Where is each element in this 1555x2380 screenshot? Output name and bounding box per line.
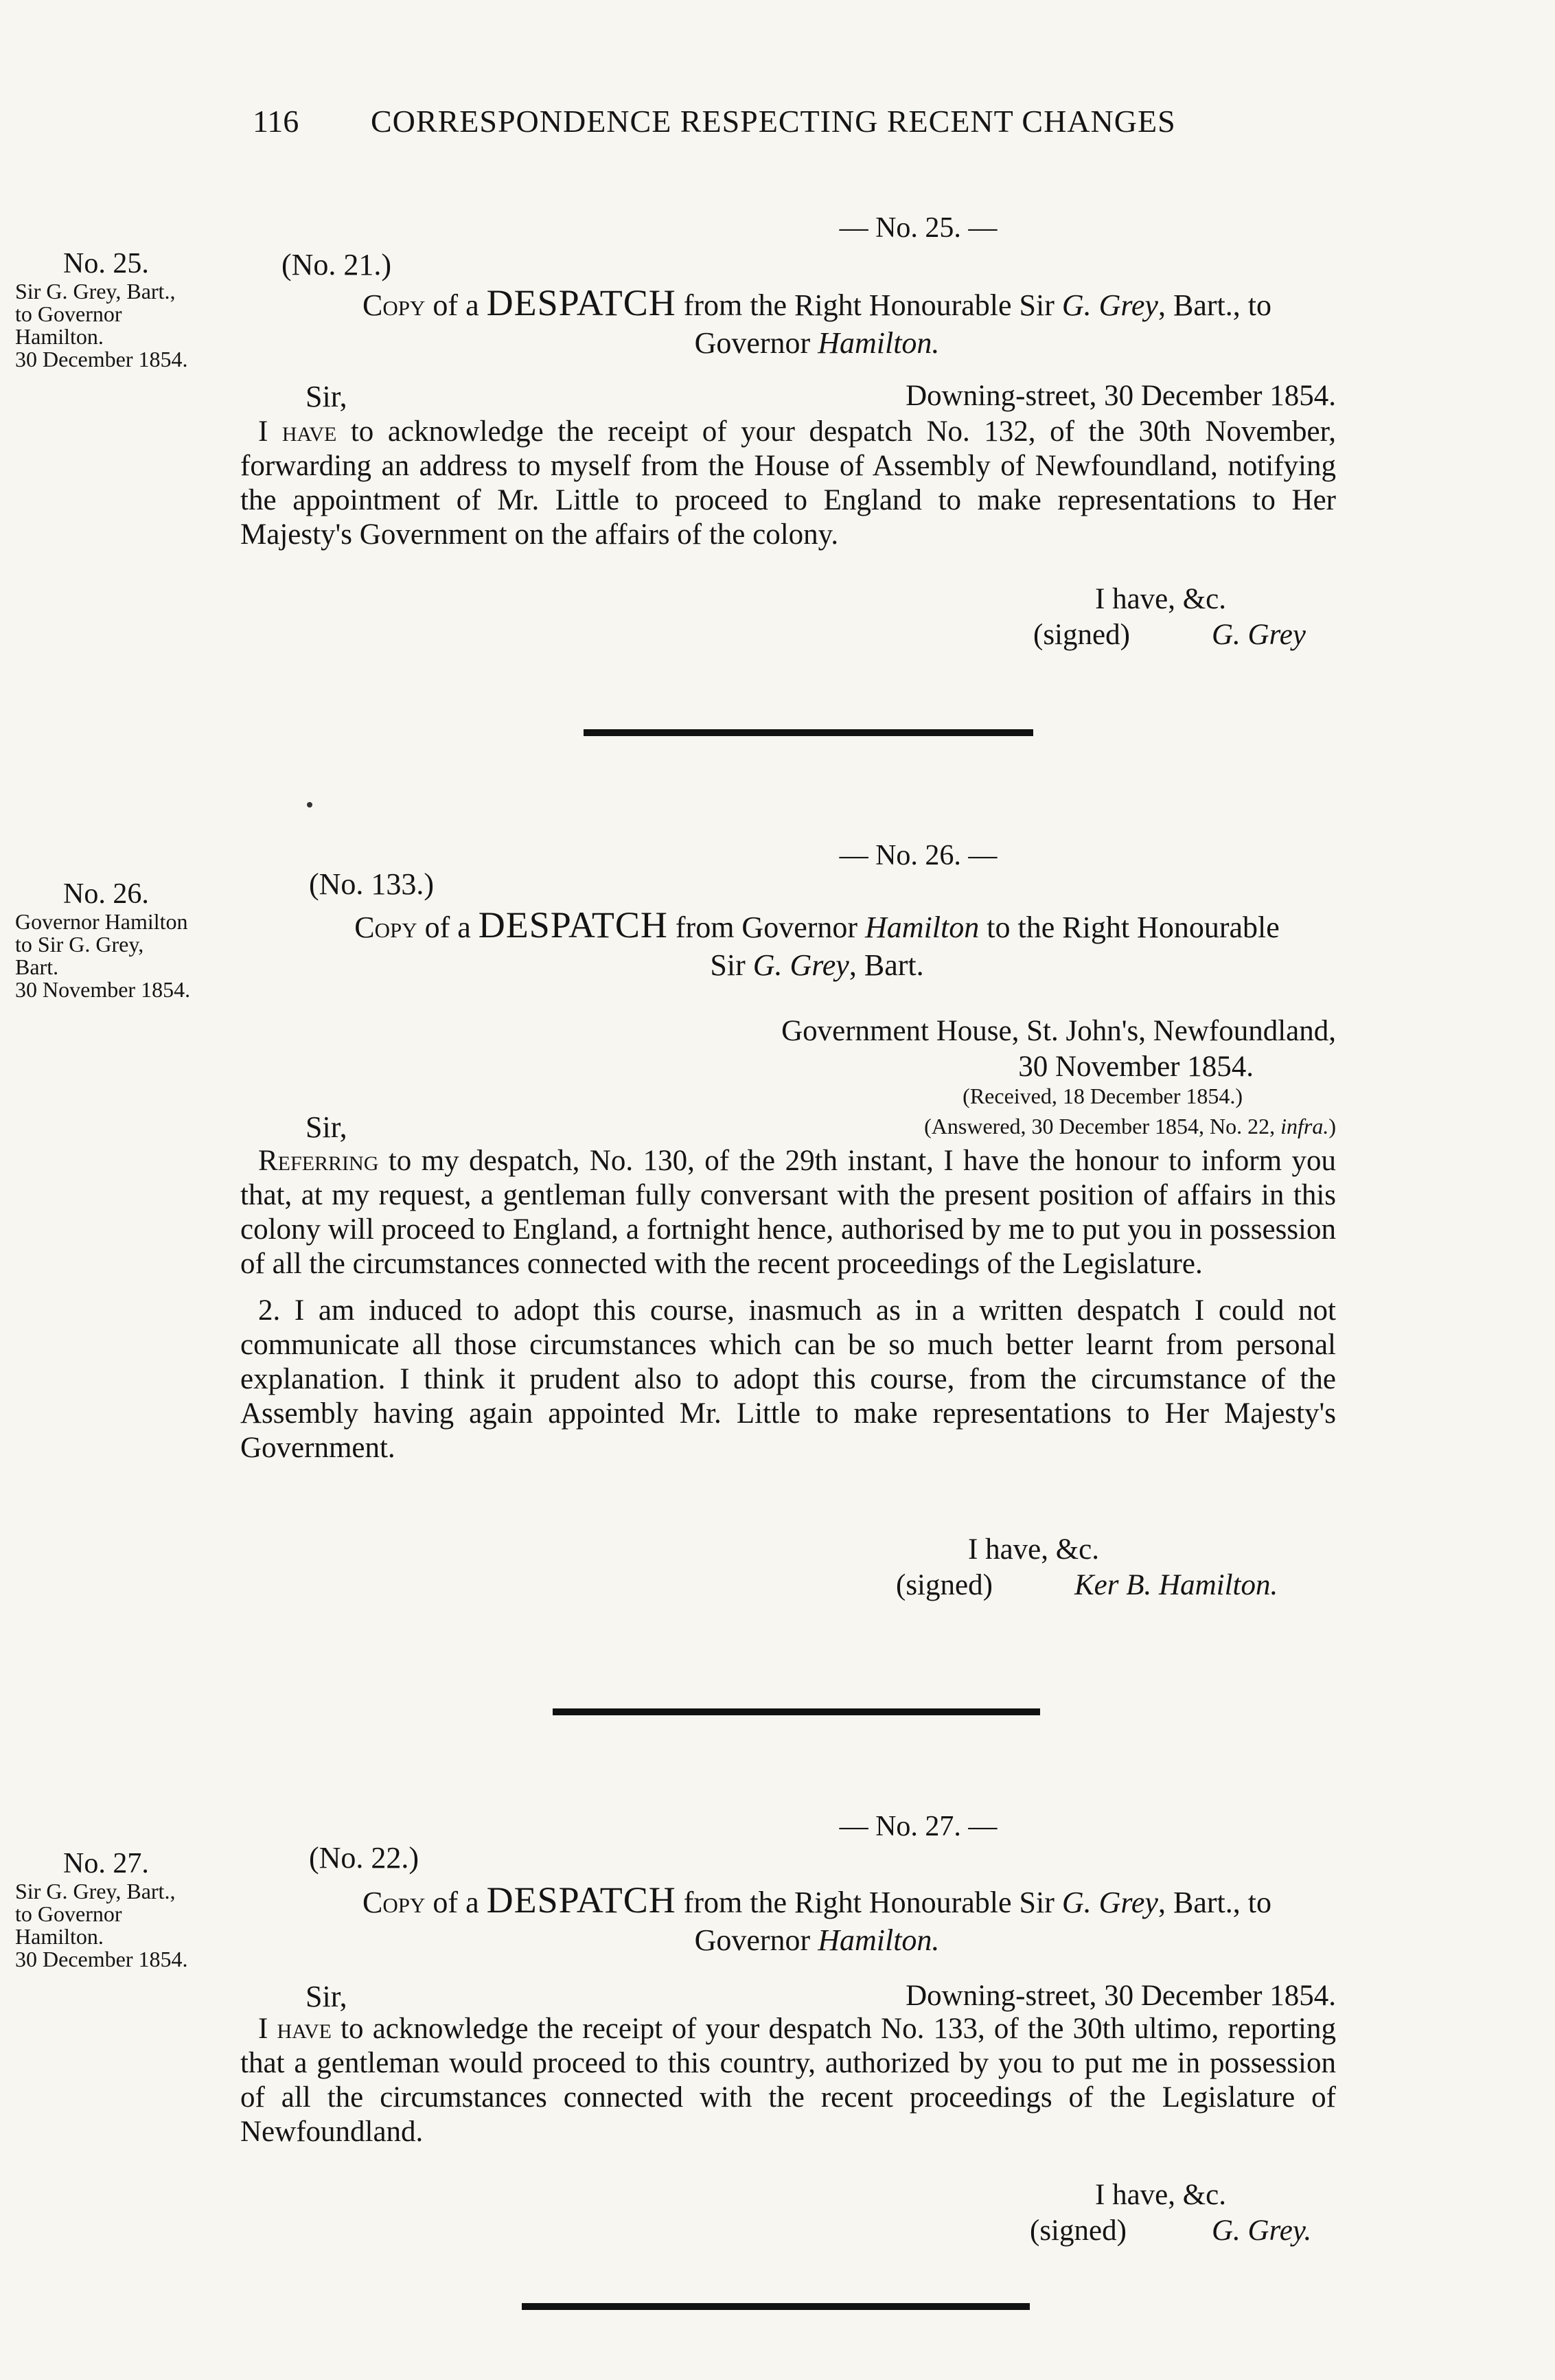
lead-word: I have bbox=[258, 2013, 332, 2045]
despatch-title: Copy of a DESPATCH from the Right Honourable Sir G. Grey, Bart., to Governor Hamilton. bbox=[362, 1879, 1271, 1957]
marginal-note-27 bbox=[15, 1847, 242, 1971]
date: 30 November 1854. bbox=[1018, 1051, 1254, 1083]
salutation: Sir, bbox=[306, 1110, 347, 1144]
ink-speck bbox=[307, 802, 312, 808]
signed-label: (signed) bbox=[896, 1569, 993, 1601]
page-number: 116 bbox=[253, 104, 299, 139]
place-date: Downing-street, 30 December 1854. bbox=[906, 1980, 1336, 2012]
marginal-line: 30 December 1854. bbox=[15, 1947, 188, 1971]
marginal-line: Sir G. Grey, Bart., bbox=[15, 279, 176, 304]
despatch-ref: (No. 133.) bbox=[309, 867, 435, 901]
signed-label: (signed) bbox=[1030, 2215, 1127, 2247]
paragraph-2: 2. I am induced to adopt this course, inasmuch as in a written despatch I could not communicate all those circumstances which can be so much better learnt from personal explanation. I think it prudent also to adopt this course, from the circumstance of the Assembly having again appointed Mr. Little to make representations to Her Majesty's Government. bbox=[240, 1294, 1336, 1464]
marginal-line: to Sir G. Grey, bbox=[15, 932, 144, 957]
marginal-number: No. 25. bbox=[63, 248, 149, 279]
marginal-line: 30 November 1854. bbox=[15, 977, 191, 1002]
marginal-line: Sir G. Grey, Bart., bbox=[15, 1879, 176, 1903]
marginal-line: Hamilton. bbox=[15, 324, 104, 349]
section-divider bbox=[522, 2303, 1030, 2310]
signature: G. Grey bbox=[1212, 619, 1306, 651]
despatch-body: I have to acknowledge the receipt of your despatch No. 132, of the 30th November, forwarding an address to myself from the House of Assembly of Newfoundland, notifying the appointment of Mr. Little to proceed to England to make representations to Her Majesty's Government on the affairs of the colony. bbox=[240, 415, 1336, 551]
closing: I have, &c. bbox=[1095, 583, 1227, 615]
place: Government House, St. John's, Newfoundland, bbox=[781, 1015, 1336, 1047]
marginal-line: Governor Hamilton bbox=[15, 909, 188, 934]
section-heading-25: — No. 25. — bbox=[839, 212, 998, 244]
despatch-body: Referring to my despatch, No. 130, of the 29th instant, I have the honour to inform you that, at my request, a gentleman fully conversant with the present position of affairs in this colony will proceed to England, a fortnight hence, authorised by me to put you in possession of all the circumstances connected with the recent proceedings of the Legislature. 2. I am induced to adopt this course, inasmuch as in a written despatch I could not communicate all those circumstances which can be so much better learnt from personal explanation. I think it prudent also to adopt this course, from the circumstance of the Assembly having again appointed Mr. Little to make representations to Her Majesty's Government. bbox=[240, 1145, 1336, 1464]
despatch-ref: (No. 22.) bbox=[309, 1841, 419, 1875]
marginal-line: to Governor bbox=[15, 1901, 122, 1926]
section-divider bbox=[584, 729, 1033, 736]
lead-word: Referring bbox=[258, 1145, 379, 1177]
marginal-note-26 bbox=[15, 878, 242, 1001]
section-heading-27: — No. 27. — bbox=[839, 1811, 998, 1842]
received-note: (Received, 18 December 1854.) bbox=[963, 1084, 1243, 1108]
section-divider bbox=[553, 1708, 1040, 1715]
signed-label: (signed) bbox=[1033, 619, 1130, 651]
running-title: CORRESPONDENCE RESPECTING RECENT CHANGES bbox=[371, 104, 1176, 139]
salutation: Sir, bbox=[306, 380, 347, 413]
marginal-line: Hamilton. bbox=[15, 1924, 104, 1949]
marginal-number: No. 27. bbox=[63, 1848, 149, 1879]
despatch-title: Copy of a DESPATCH from the Right Honourable Sir G. Grey, Bart., to Governor Hamilton. bbox=[362, 282, 1271, 360]
marginal-note-25 bbox=[15, 247, 242, 371]
place-date: Downing-street, 30 December 1854. bbox=[906, 380, 1336, 412]
despatch-body: I have to acknowledge the receipt of your despatch No. 133, of the 30th ultimo, reporting that a gentleman would proceed to this country, authorized by you to put me in possession of all the circumstances connected with the recent proceedings of the Legislature of Newfoundland. bbox=[240, 2013, 1336, 2148]
closing: I have, &c. bbox=[968, 1533, 1100, 1566]
despatch-ref: (No. 21.) bbox=[281, 248, 392, 282]
marginal-number: No. 26. bbox=[63, 878, 149, 910]
closing: I have, &c. bbox=[1095, 2179, 1227, 2211]
marginal-line: to Governor bbox=[15, 301, 122, 326]
signature: Ker B. Hamilton. bbox=[1074, 1569, 1278, 1601]
section-heading-26: — No. 26. — bbox=[839, 840, 998, 871]
despatch-title: Copy of a DESPATCH from Governor Hamilton to the Right Honourable Sir G. Grey, Bart. bbox=[354, 904, 1280, 982]
answered-note: (Answered, 30 December 1854, No. 22, infra.) bbox=[924, 1114, 1336, 1138]
salutation: Sir, bbox=[306, 1980, 347, 2013]
lead-word: I have bbox=[258, 415, 337, 448]
marginal-line: 30 December 1854. bbox=[15, 347, 188, 371]
marginal-line: Bart. bbox=[15, 954, 59, 979]
despatch-dateline bbox=[618, 1014, 1336, 1085]
signature: G. Grey. bbox=[1212, 2215, 1312, 2247]
